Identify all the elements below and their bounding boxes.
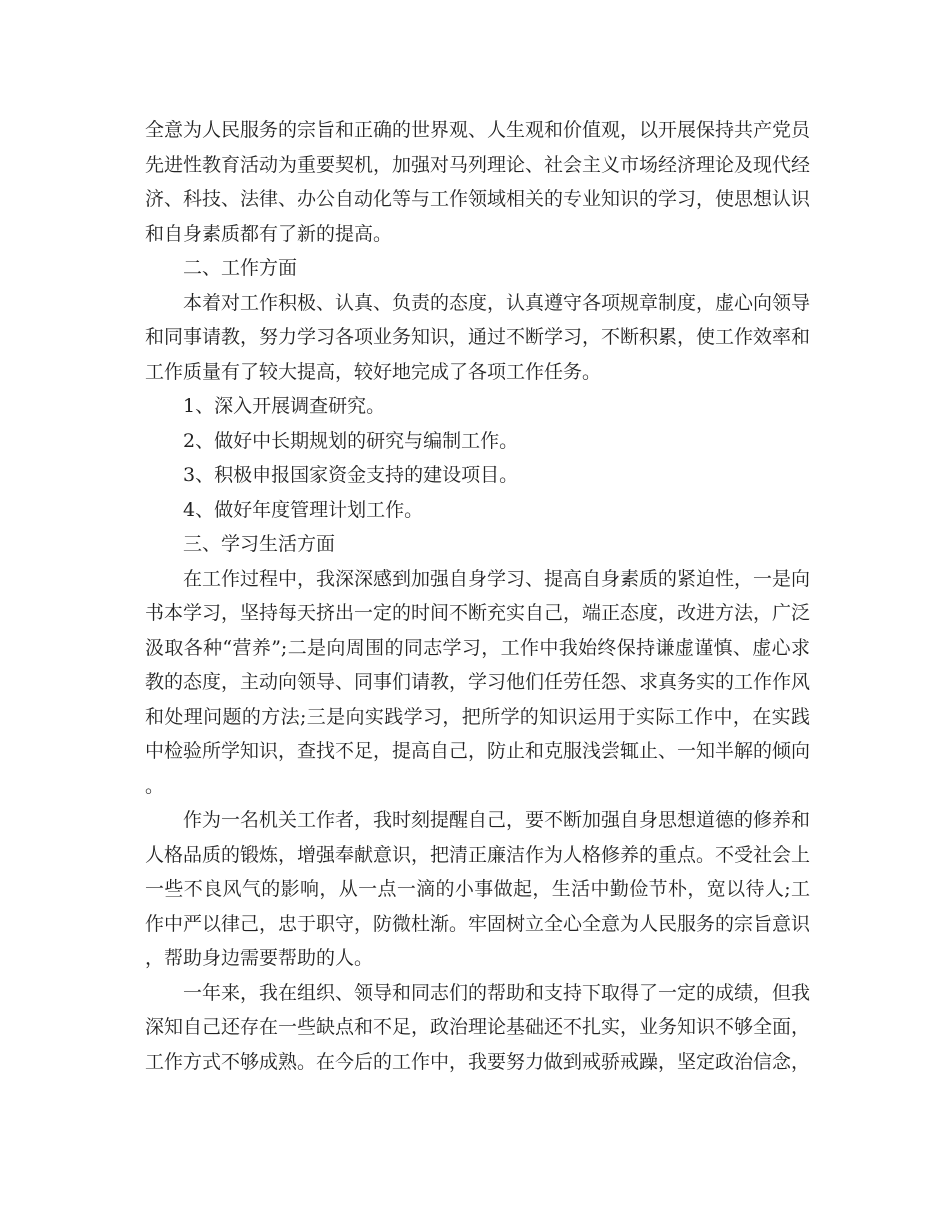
paragraph-summary: 一年来，我在组织、领导和同志们的帮助和支持下取得了一定的成绩，但我深知自己还存在一些缺点和不足，政治理论基础还不扎实，业务知识不够全面，工作方式不够成熟。在今后的工作中，我要努力做到戒骄戒躁，坚定政治信念， (145, 981, 811, 1073)
list-item-3: 3、积极申报国家资金支持的建设项目。 (183, 464, 519, 486)
paragraph-work: 本着对工作积极、认真、负责的态度，认真遵守各项规章制度，虚心向领导和同事请教，努力学习各项业务知识，通过不断学习，不断积累，使工作效率和工作质量有了较大提高，较好地完成了各项工作任务。 (145, 291, 811, 383)
paragraph-ethics: 作为一名机关工作者，我时刻提醒自己，要不断加强自身思想道德的修养和人格品质的锻炼，增强奉献意识，把清正廉洁作为人格修养的重点。不受社会上一些不良风气的影响，从一点一滴的小事做起，生活中勤俭节朴，宽以待人;工作中严以律己，忠于职守，防微杜渐。牢固树立全心全意为人民服务的宗旨意识，帮助身边需要帮助的人。 (145, 809, 811, 969)
list-item-4: 4、做好年度管理计划工作。 (183, 498, 424, 521)
section-heading-study-life: 三、学习生活方面 (183, 533, 336, 555)
list-item-1: 1、深入开展调查研究。 (183, 395, 386, 417)
paragraph-study: 在工作过程中，我深深感到加强自身学习、提高自身素质的紧迫性，一是向书本学习，坚持每天挤出一定的时间不断充实自己，端正态度，改进方法，广泛汲取各种“营养”;二是向周围的同志学习，工作中我始终保持谦虚谨慎、虚心求教的态度，主动向领导、同事们请教，学习他们任劳任怨、求真务实的工作作风和处理问题的方法;三是向实践学习，把所学的知识运用于实际工作中，在实践中检验所学知识，查找不足，提高自己，防止和克服浅尝辄止、一知半解的倾向。 (145, 567, 811, 797)
document-body (145, 113, 810, 1079)
paragraph-continuation: 全意为人民服务的宗旨和正确的世界观、人生观和价值观，以开展保持共产党员先进性教育活动为重要契机，加强对马列理论、社会主义市场经济理论及现代经济、科技、法律、办公自动化等与工作领域相关的专业知识的学习，使思想认识和自身素质都有了新的提高。 (145, 119, 811, 245)
list-item-2: 2、做好中长期规划的研究与编制工作。 (183, 429, 519, 452)
section-heading-work: 二、工作方面 (183, 257, 298, 279)
